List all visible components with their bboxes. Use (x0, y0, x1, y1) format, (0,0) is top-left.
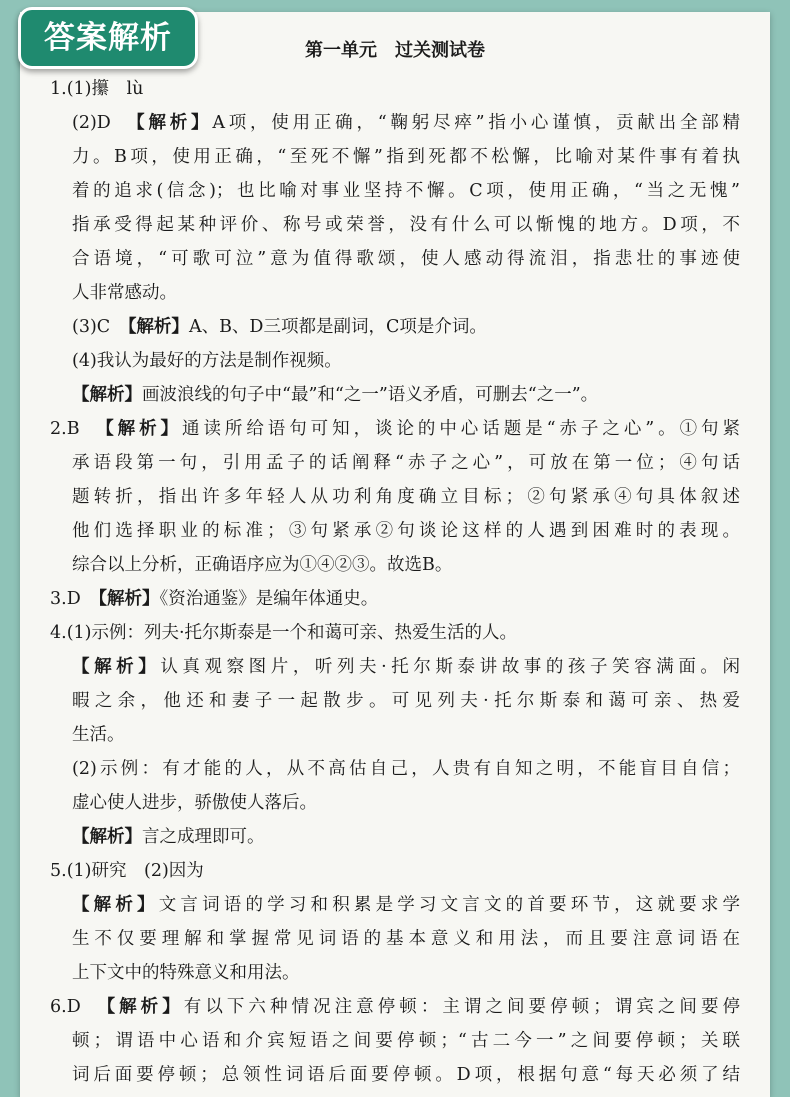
line-text: 着的追求(信念)；也比喻对事业坚持不懈。C项，使用正确，“当之无愧” (72, 181, 740, 201)
answer-line (50, 956, 740, 990)
line-rest: 通读所给语句可知，谈论的中心话题是“赤子之心”。①句紧 (182, 419, 740, 439)
answer-line (50, 514, 740, 548)
analysis-tag: 【解析】 (98, 589, 160, 609)
answer-line (50, 1058, 740, 1092)
answer-line (50, 786, 740, 820)
answer-line (50, 242, 740, 276)
line-rest: 有以下六种情况注意停顿：主谓之间要停顿；谓宾之间要停 (183, 997, 740, 1017)
line-text: 题转折，指出许多年轻人从功利角度确立目标；②句紧承④句具体叙述 (72, 487, 740, 507)
line-text: 综合以上分析，正确语序应为①④②③。故选B。 (72, 555, 453, 575)
line-text: (2)D (72, 113, 136, 133)
line-text: 上下文中的特殊意义和用法。 (72, 963, 300, 983)
analysis-tag: 【解析】 (135, 113, 213, 133)
answer-line (50, 888, 740, 922)
line-text: 词后面要停顿；总领性词语后面要停顿。D项，根据句意“每天必须了结 (72, 1065, 740, 1085)
line-text: 人非常感动。 (72, 283, 177, 303)
line-text: 6.D (50, 997, 107, 1017)
answer-line (50, 718, 740, 752)
line-rest: 《资治通鉴》是编年体通史。 (159, 589, 379, 609)
line-text: 合语境，“可歌可泣”意为值得歌颂，使人感动得流泪，指悲壮的事迹使 (72, 249, 740, 269)
answer-analysis-tab: 答案解析 (18, 7, 198, 69)
answer-line (50, 72, 740, 106)
analysis-tag: 【解析】 (127, 317, 189, 337)
line-text: 3.D (50, 589, 99, 609)
answer-line (50, 616, 740, 650)
answer-line (50, 990, 740, 1024)
answer-line (50, 310, 740, 344)
answer-line (50, 446, 740, 480)
answer-line (50, 106, 740, 140)
answer-line (50, 650, 740, 684)
answer-content (50, 72, 740, 1092)
answer-line (50, 582, 740, 616)
line-text: 指承受得起某种评价、称号或荣誉，没有什么可以惭愧的地方。D项，不 (72, 215, 740, 235)
line-rest: 言之成理即可。 (142, 827, 265, 847)
answer-line (50, 378, 740, 412)
answer-line (50, 140, 740, 174)
analysis-tag: 【解析】 (72, 385, 142, 405)
answer-line (50, 854, 740, 888)
analysis-tag: 【解析】 (104, 419, 182, 439)
line-text: 1.(1)攥 lù (50, 79, 144, 99)
line-text: 暇之余，他还和妻子一起散步。可见列夫·托尔斯泰和蔼可亲、热爱 (72, 691, 740, 711)
line-text: (2)示例：有才能的人，从不高估自己，人贵有自知之明，不能盲目自信； (72, 759, 740, 779)
line-text: 力。B项，使用正确，“至死不懈”指到死都不松懈，比喻对某件事有着执 (72, 147, 740, 167)
answer-line (50, 548, 740, 582)
line-text: 4.(1)示例：列夫·托尔斯泰是一个和蔼可亲、热爱生活的人。 (50, 623, 518, 643)
answer-line (50, 208, 740, 242)
answer-line (50, 174, 740, 208)
analysis-tag: 【解析】 (72, 827, 142, 847)
line-rest: 认真观察图片，听列夫·托尔斯泰讲故事的孩子笑容满面。闲 (160, 657, 740, 677)
line-text: 承语段第一句，引用孟子的话阐释“赤子之心”，可放在第一位；④句话 (72, 453, 740, 473)
answer-line (50, 344, 740, 378)
answer-line (50, 276, 740, 310)
line-text: 2.B (50, 419, 105, 439)
line-rest: A、B、D三项都是副词，C项是介词。 (188, 317, 487, 337)
answer-line (50, 684, 740, 718)
line-rest: A项，使用正确，“鞠躬尽瘁”指小心谨慎，贡献出全部精 (212, 113, 740, 133)
page-title: 第一单元 过关测试卷 (305, 40, 485, 61)
line-text: 生活。 (72, 725, 125, 745)
answer-line (50, 412, 740, 446)
line-text: (4)我认为最好的方法是制作视频。 (72, 351, 342, 371)
answer-line (50, 480, 740, 514)
answer-line (50, 752, 740, 786)
answer-line (50, 1024, 740, 1058)
analysis-tag: 【解析】 (72, 895, 159, 915)
line-rest: 画波浪线的句子中“最”和“之一”语义矛盾，可删去“之一”。 (142, 385, 599, 405)
answer-line (50, 820, 740, 854)
line-text: 5.(1)研究 (2)因为 (50, 861, 204, 881)
line-text: 顿；谓语中心语和介宾短语之间要停顿；“古二今一”之间要停顿；关联 (72, 1031, 740, 1051)
answer-line (50, 922, 740, 956)
analysis-tag: 【解析】 (106, 997, 184, 1017)
line-text: 虚心使人进步，骄傲使人落后。 (72, 793, 317, 813)
line-text: 生不仅要理解和掌握常见词语的基本意义和用法，而且要注意词语在 (72, 929, 740, 949)
analysis-tag: 【解析】 (72, 657, 161, 677)
line-text: (3)C (72, 317, 128, 337)
line-rest: 文言词语的学习和积累是学习文言文的首要环节，这就要求学 (158, 895, 740, 915)
line-text: 他们选择职业的标准；③句紧承②句谈论这样的人遇到困难时的表现。 (72, 521, 740, 541)
